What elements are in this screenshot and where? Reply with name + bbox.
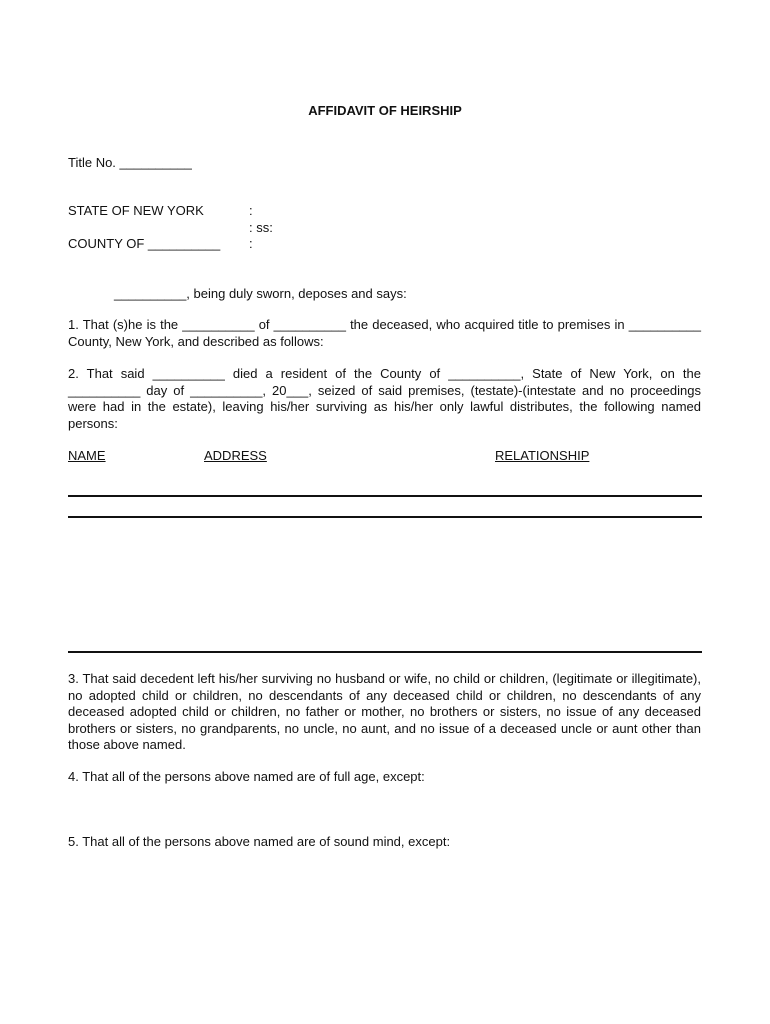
heir-entry-line <box>68 495 702 497</box>
column-header-relationship: RELATIONSHIP <box>495 448 590 463</box>
venue-ss: : ss: <box>249 220 273 235</box>
venue-county: COUNTY OF __________ <box>68 236 221 251</box>
paragraph-3: 3. That said decedent left his/her surviving no husband or wife, no child or children, (legitimate or illegitimate), no adopted child or children, no descendants of any deceased child or children, no descendants of any deceased adopted child or children, no father or mother, no brothers or sisters, no issue of any deceased brothers or sisters, no grandparents, no uncle, no aunt, and no issue of a deceased uncle or aunt other than those above named. <box>68 671 701 752</box>
paragraph-5: 5. That all of the persons above named are of sound mind, except: <box>68 834 451 849</box>
column-header-name: NAME <box>68 448 106 463</box>
title-number: Title No. __________ <box>68 155 192 170</box>
heir-entry-line <box>68 516 702 518</box>
paragraph-1: 1. That (s)he is the __________ of __________ the deceased, who acquired title to premises in __________ County, New York, and described as follows: <box>68 317 701 349</box>
venue-colon: : <box>249 203 253 218</box>
column-header-address: ADDRESS <box>204 448 267 463</box>
venue-state: STATE OF NEW YORK <box>68 203 204 218</box>
affiant-intro: __________, being duly sworn, deposes and says: <box>114 286 407 301</box>
venue-colon: : <box>249 236 253 251</box>
document-title: AFFIDAVIT OF HEIRSHIP <box>308 103 462 118</box>
heir-entry-line <box>68 651 702 653</box>
paragraph-2: 2. That said __________ died a resident of the County of __________, State of New York, on the __________ day of __________, 20___, seized of said premises, (testate)-(intestate and no proceedings were had in the estate), leaving his/her surviving as his/her only lawful distributes, the following named persons: <box>68 366 701 431</box>
paragraph-4: 4. That all of the persons above named are of full age, except: <box>68 769 425 784</box>
